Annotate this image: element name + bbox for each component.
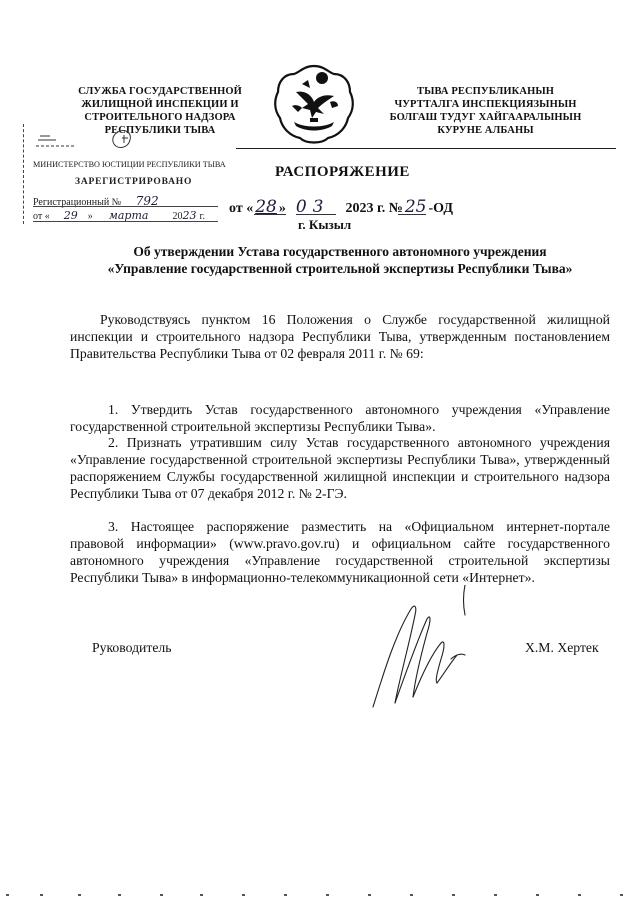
- stamp-date-day: 29: [63, 209, 78, 222]
- stamp-reg-label: Регистрационный №: [33, 197, 122, 208]
- order-item-1: 1. Утвердить Устав государственного автономного учреждения «Управление государственной строительной экспертизы Республики Тыва».: [70, 402, 610, 434]
- tuva-emblem-icon: [272, 62, 356, 146]
- issuer-line: ЖИЛИЩНОЙ ИНСПЕКЦИИ И: [81, 99, 239, 110]
- document-type: РАСПОРЯЖЕНИЕ: [275, 164, 410, 180]
- handwritten-signature-icon: [365, 585, 475, 715]
- date-underline: [254, 214, 286, 215]
- document-title: [60, 243, 620, 277]
- issuer-line: ЧУРТТАЛГА ИНСПЕКЦИЯЗЫНЫН: [394, 99, 577, 110]
- order-item-2: 2. Признать утратившим силу Устав государственного автономного учреждения «Управление государственной строительной экспертизы Республики Тыва», утвержденный распоряжением Службы государственной жилищной инспекции и строительного надзора Республики Тыва от 07 декабря 2012 г. № 2-ГЭ.: [70, 435, 610, 501]
- issuer-line: РЕСПУБЛИКИ ТЫВА: [104, 125, 216, 136]
- stamp-date-mid: »: [87, 211, 93, 222]
- issuer-line: ТЫВА РЕСПУБЛИКАНЫН: [416, 86, 555, 97]
- stamp-date-suffix: г.: [199, 211, 205, 222]
- stamp-date-month: марта: [108, 209, 149, 222]
- title-line: Об утверждении Устава государственного автономного учреждения: [133, 244, 547, 259]
- document-number: 25: [404, 197, 427, 217]
- stamp-reg-number: 792: [135, 194, 159, 208]
- issuer-line: СТРОИТЕЛЬНОГО НАДЗОРА: [84, 112, 236, 123]
- date-underline: [296, 214, 336, 215]
- stamp-date-year: 23: [182, 209, 197, 222]
- document-number-suffix: -ОД: [428, 201, 453, 216]
- date-prefix: от «: [229, 201, 254, 216]
- document-city: г. Кызыл: [298, 217, 352, 232]
- signatory-title: Руководитель: [92, 640, 172, 655]
- stamp-seal-icon: [34, 126, 224, 158]
- date-mid: »: [278, 201, 286, 216]
- date-day: 28: [255, 197, 277, 217]
- scan-artifact: [0, 880, 638, 904]
- issuer-line: БОЛГАШ ТУДУГ ХАЙГААРАЛЫНЫН: [389, 112, 582, 123]
- date-year: 2023 г. №: [345, 201, 403, 216]
- preamble-paragraph: Руководствуясь пунктом 16 Положения о Службе государственной жилищной инспекции и строительного надзора Республики Тыва, утвержденным постановлением Правительства Республики Тыва от 02 февраля 2011 г. № 69:: [70, 312, 610, 361]
- issuer-line: СЛУЖБА ГОСУДАРСТВЕННОЙ: [78, 86, 242, 97]
- header-rule: [236, 148, 616, 149]
- date-month: 03: [295, 197, 330, 217]
- stamp-underline: [33, 221, 218, 222]
- signatory-name: Х.М. Хертек: [525, 640, 599, 655]
- stamp-underline: [33, 206, 218, 207]
- date-underline: [398, 214, 426, 215]
- issuer-name-tuvan: [368, 85, 603, 137]
- stamp-date-prefix: от «: [33, 211, 50, 222]
- order-item-3: 3. Настоящее распоряжение разместить на «Официальном интернет-портале правовой информации» (www.pravo.gov.ru) и официальном сайте государственного автономного учреждения «Управление государственной строительной экспертизы Республики Тыва» в информационно-телекоммуникационной сети «Интернет».: [70, 519, 610, 585]
- issuer-line: КУРУНЕ АЛБАНЫ: [437, 125, 534, 136]
- stamp-date-year-prefix: 20: [172, 211, 183, 222]
- title-line: «Управление государственной строительной экспертизы Республики Тыва»: [107, 261, 573, 276]
- stamp-ministry: МИНИСТЕРСТВО ЮСТИЦИИ РЕСПУБЛИКИ ТЫВА: [33, 160, 226, 169]
- stamp-status: ЗАРЕГИСТРИРОВАНО: [75, 177, 193, 187]
